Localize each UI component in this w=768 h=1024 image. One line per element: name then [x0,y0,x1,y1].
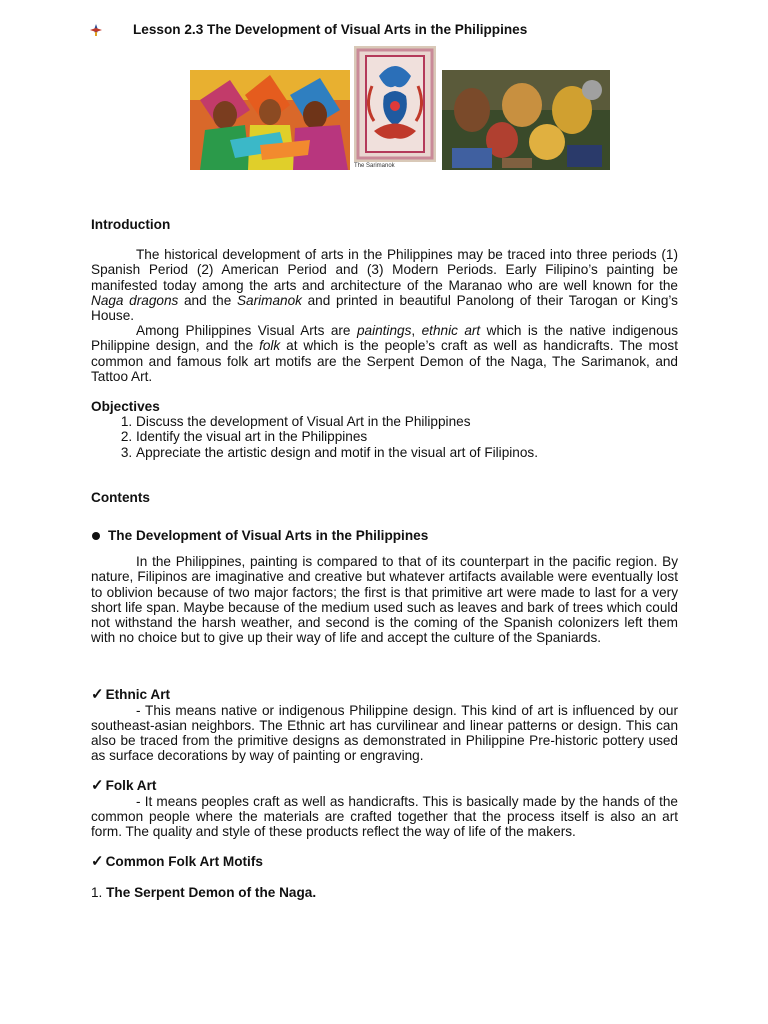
list-item: 3. Appreciate the artistic design and motif in the visual art of Filipinos. [136,445,678,460]
intro-paragraph-2: Among Philippines Visual Arts are paintings, ethnic art which is the native indigenous Philippine design, and the folk at which is the people’s craft as well as handicrafts. The most common and famous folk art motifs are the Serpent Demon of the Naga, The Sarimanok, and Tattoo Art. [91,323,679,384]
sarimanok-caption: The Sarimanok [354,163,395,169]
folk-art-heading: ✓ Folk Art [91,777,157,795]
lesson-header [90,22,527,37]
ethnic-art-paragraph: - This means native or indigenous Philippine design. This kind of art is influenced by our southeast-asian neighbors. The Ethnic art has curvilinear and linear patterns or design. This can also be traced from the primitive designs as demonstrated in Philippine Pre-historic pottery used as surface decorations by way of painting or engraving. [91,702,678,764]
objectives-heading: Objectives [91,399,160,415]
lesson-marker-icon [90,24,102,36]
section-heading: The Development of Visual Arts in the Philippines [91,528,678,543]
list-item: 2. Identify the visual art in the Philippines [136,429,678,444]
folk-art-paragraph: - It means peoples craft as well as handicrafts. This is basically made by the hands of the common people where the materials are crafted together that the process itself is also an art form. The quality and style of these products reflect the way of life of the makers. [91,793,678,840]
motif-item-1: 1. The Serpent Demon of the Naga. [91,884,317,900]
checkmark-icon: ✓ [91,853,104,871]
painting-family-scene [442,70,610,170]
lesson-title: Lesson 2.3 The Development of Visual Arts in the Philippines [133,22,528,37]
intro-paragraph-1: The historical development of arts in the Philippines may be traced into three periods (1) Spanish Period (2) American Period and (3) Modern Periods. Early Filipino’s painting be manifested today among the arts and architecture of the Maranao who are well known for the Naga dragons and the Sarimanok and printed in beautiful Panolong of their Tarogan or King’s House. [91,247,678,324]
ethnic-art-heading: ✓ Ethnic Art [91,686,171,704]
main-content [91,217,678,900]
painting-women-with-fish [190,70,350,170]
checkmark-icon: ✓ [91,686,104,704]
section-paragraph: In the Philippines, painting is compared to that of its counterpart in the pacific region. By nature, Filipinos are imaginative and creative but whatever artifacts available were eventually lost to oblivion because of two major factors; the first is that primitive art were made to last for a very short life span. Maybe because of the medium used such as leaves and bark of trees which could not withstand the harsh weather, and second is the coming of the Spanish colonizers left them with no choice but to give up their way of life and accept the culture of the Spaniards. [91,554,678,646]
motifs-heading: ✓ Common Folk Art Motifs [91,853,263,871]
list-item: 1. Discuss the development of Visual Art in the Philippines [136,414,678,429]
bullet-icon [92,532,100,540]
objectives-list [91,414,678,460]
checkmark-icon: ✓ [91,777,104,795]
introduction-heading: Introduction [91,217,171,232]
sarimanok-artwork [354,46,436,162]
contents-heading: Contents [91,489,150,505]
header-images [190,46,612,174]
